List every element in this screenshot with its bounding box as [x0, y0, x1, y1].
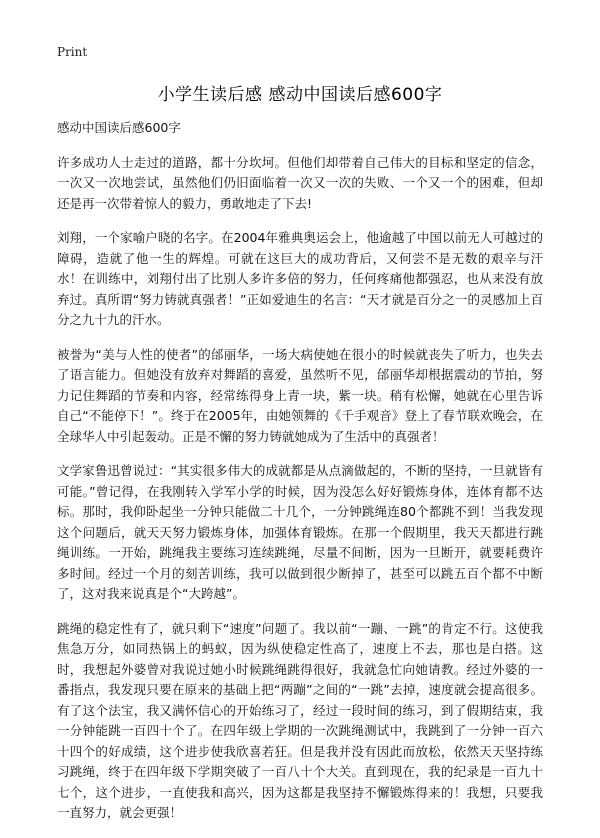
paragraph-1: 许多成功人士走过的道路，都十分坎坷。但他们却带着自己伟大的目标和坚定的信念，一次又一次地尝试，虽然他们仍旧面临着一次又一次的失败、一个又一个的困难，但却还是再一次带着惊人的毅力，勇敢地走了下去! — [57, 154, 543, 211]
article-body — [57, 118, 543, 838]
paragraph-2: 刘翔，一个家喻户晓的名字。在2004年雅典奥运会上，他逾越了中国以前无人可越过的障碍，造就了他一生的辉煌。可就在这巨大的成功背后，又何尝不是无数的艰辛与汗水！在训练中，刘翔付出了比别人多许多倍的努力，任何疼痛他都强忍，也从来没有放弃过。真所谓“努力铸就真强者！”正如爱迪生的名言：“天才就是百分之一的灵感加上百分之九十九的汗水。 — [57, 230, 543, 327]
paragraph-4: 文学家鲁迅曾说过：“其实很多伟大的成就都是从点滴做起的，不断的坚持，一旦就皆有可能。”曾记得，在我刚转入学军小学的时候，因为没怎么好好锻炼身体，连体育都不达标。那时，我仰卧起坐一分钟只能做二十几个，一分钟跳绳连80个都跳不到！当我发现这个问题后，就天天努力锻炼身体，加强体育锻炼。在那一个假期里，我天天都进行跳绳训练。一开始，跳绳我主要练习连续跳绳，尽量不间断，因为一旦断开，就要耗费许多时间。经过一个月的刻苦训练，我可以做到很少断掉了，甚至可以跳五百个都不中断了，这对我来说真是个“大跨越”。 — [57, 463, 543, 601]
paragraph-3: 被誉为“美与人性的使者”的邰丽华，一场大病使她在很小的时候就丧失了听力，也失去了语言能力。但她没有放弃对舞蹈的喜爱，虽然听不见，邰丽华却根据震动的节拍，努力记住舞蹈的节奏和内容，经常练得身上青一块，紫一块。稍有松懈，她就在心里告诉自己“不能停下！”。终于在2005年，由她领舞的《千手观音》登上了春节联欢晚会，在全球华人中引起轰动。正是不懈的努力铸就她成为了生活中的真强者！ — [57, 346, 543, 444]
article-subtitle: 感动中国读后感600字 — [57, 120, 181, 135]
paragraph-5: 跳绳的稳定性有了，就只剩下“速度”问题了。我以前“一蹦、一跳”的肯定不行。这使我焦急万分，如同热锅上的蚂蚁，因为纵使稳定性高了，速度上不去，那也是白搭。这时，我想起外婆曾对我说过她小时候跳绳跳得很好，我就急忙向她请教。经过外婆的一番指点，我发现只要在原来的基础上把“两蹦”之间的“一跳”去掉，速度就会提高很多。有了这个法宝，我又满怀信心的开始练习了，经过一段时间的练习，到了假期结束，我一分钟能跳一百四十个了。在四年级上学期的一次跳绳测试中，我跳到了一分钟一百六十四个的好成绩，这个进步使我欣喜若狂。但是我并没有因此而放松，依然天天坚持练习跳绳，终于在四年级下学期突破了一百八十个大关。直到现在，我的纪录是一百九十七个，这个进步，一直使我和高兴，因为这都是我坚持不懈锻炼得来的！我想，只要我一直努力，就会更强！ — [57, 620, 543, 820]
article-title: 小学生读后感 感动中国读后感600字 — [157, 85, 443, 105]
print-link[interactable]: Print — [57, 45, 88, 59]
